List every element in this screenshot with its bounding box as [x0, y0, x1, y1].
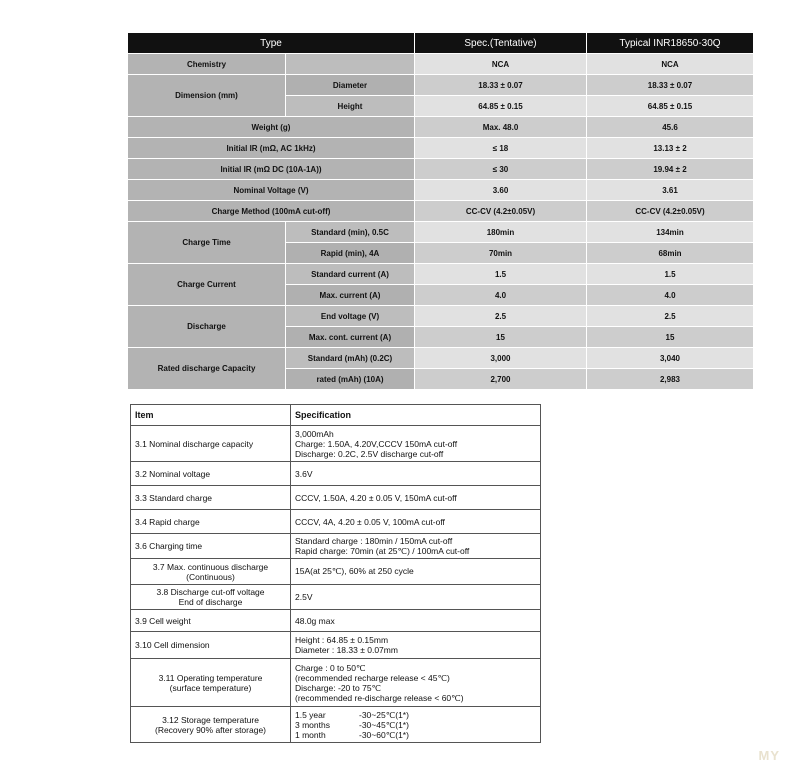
height-sub: Height: [286, 96, 415, 117]
charge-current-standard-typical: 1.5: [587, 264, 754, 285]
header-typical: Typical INR18650-30Q: [587, 33, 754, 54]
table-row: [131, 534, 541, 559]
charge-current-standard-spec: 1.5: [415, 264, 587, 285]
item-cell: [131, 585, 291, 610]
spec-line: (recommended re-discharge release < 60℃): [295, 692, 464, 703]
diameter-sub: Diameter: [286, 75, 415, 96]
dimension-label: Dimension (mm): [128, 75, 286, 117]
spec-table: [127, 32, 754, 390]
discharge-end-voltage-typical: 2.5: [587, 306, 754, 327]
charge-time-standard-spec: 180min: [415, 222, 587, 243]
discharge-label: Discharge: [128, 306, 286, 348]
capacity-rated-sub: rated (mAh) (10A): [286, 369, 415, 390]
table-row: [131, 659, 541, 707]
discharge-max-current-spec: 15: [415, 327, 587, 348]
spec-line: Charge : 0 to 50℃: [295, 662, 366, 673]
height-spec: 64.85 ± 0.15: [415, 96, 587, 117]
ir-dc-typical: 19.94 ± 2: [587, 159, 754, 180]
item-cell: [131, 659, 291, 707]
table-row: [131, 510, 541, 534]
discharge-end-voltage-sub: End voltage (V): [286, 306, 415, 327]
spec-cell: 48.0g max: [291, 610, 541, 632]
weight-spec: Max. 48.0: [415, 117, 587, 138]
charge-current-max-spec: 4.0: [415, 285, 587, 306]
storage-range: -30~25℃(1*): [359, 709, 409, 720]
charge-method-typical: CC-CV (4.2±0.05V): [587, 201, 754, 222]
spec-cell: [291, 707, 541, 743]
row-discharge-end-voltage: [128, 306, 754, 327]
storage-row: [295, 730, 536, 740]
ir-ac-spec: ≤ 18: [415, 138, 587, 159]
watermark: MY: [758, 748, 780, 763]
storage-row: [295, 720, 536, 730]
nominal-voltage-spec: 3.60: [415, 180, 587, 201]
item-line: 3.12 Storage temperature: [162, 714, 259, 725]
storage-period: 1.5 year: [295, 709, 326, 720]
item-cell: 3.10 Cell dimension: [131, 632, 291, 659]
capacity-rated-typical: 2,983: [587, 369, 754, 390]
item-line: (surface temperature): [169, 682, 252, 693]
spec-cell: 3.6V: [291, 462, 541, 486]
item-cell: 3.3 Standard charge: [131, 486, 291, 510]
row-diameter: [128, 75, 754, 96]
row-chemistry: [128, 54, 754, 75]
spec-cell: 2.5V: [291, 585, 541, 610]
charge-current-max-sub: Max. current (A): [286, 285, 415, 306]
row-charge-method: [128, 201, 754, 222]
item-spec-table: [130, 404, 541, 743]
spec-line: Charge: 1.50A, 4.20V,CCCV 150mA cut-off: [295, 438, 458, 449]
header-spec: Spec.(Tentative): [415, 33, 587, 54]
item-line: (Recovery 90% after storage): [154, 724, 267, 735]
charge-time-rapid-spec: 70min: [415, 243, 587, 264]
ir-dc-label: Initial IR (mΩ DC (10A-1A)): [128, 159, 415, 180]
item-line: (Continuous): [186, 571, 235, 582]
ir-ac-label: Initial IR (mΩ, AC 1kHz): [128, 138, 415, 159]
item-line: 3.8 Discharge cut-off voltage: [156, 587, 265, 597]
item-header-row: [131, 405, 541, 426]
capacity-standard-sub: Standard (mAh) (0.2C): [286, 348, 415, 369]
storage-range: -30~60℃(1*): [359, 729, 409, 740]
spec-line: Discharge: -20 to 75℃: [295, 682, 382, 693]
chemistry-typical: NCA: [587, 54, 754, 75]
item-cell: 3.4 Rapid charge: [131, 510, 291, 534]
table-row: [131, 585, 541, 610]
spec-line: Height : 64.85 ± 0.15mm: [295, 635, 389, 645]
charge-method-spec: CC-CV (4.2±0.05V): [415, 201, 587, 222]
ir-ac-typical: 13.13 ± 2: [587, 138, 754, 159]
capacity-rated-spec: 2,700: [415, 369, 587, 390]
spec-line: 3,000mAh: [295, 428, 334, 439]
spec-header-row: [128, 33, 754, 54]
row-weight: [128, 117, 754, 138]
charge-time-label: Charge Time: [128, 222, 286, 264]
charge-time-rapid-sub: Rapid (min), 4A: [286, 243, 415, 264]
spec-cell: CCCV, 4A, 4.20 ± 0.05 V, 100mA cut-off: [291, 510, 541, 534]
row-charge-time-standard: [128, 222, 754, 243]
table-row: [131, 632, 541, 659]
storage-row: [295, 710, 536, 720]
table-row: [131, 462, 541, 486]
header-type: Type: [128, 33, 415, 54]
row-ir-ac: [128, 138, 754, 159]
diameter-typical: 18.33 ± 0.07: [587, 75, 754, 96]
discharge-max-current-sub: Max. cont. current (A): [286, 327, 415, 348]
discharge-max-current-typical: 15: [587, 327, 754, 348]
specification-header: Specification: [291, 405, 541, 426]
item-cell: 3.6 Charging time: [131, 534, 291, 559]
spec-line: Discharge: 0.2C, 2.5V discharge cut-off: [295, 448, 444, 459]
table-row: [131, 426, 541, 462]
ir-dc-spec: ≤ 30: [415, 159, 587, 180]
spec-cell: [291, 534, 541, 559]
table-row: [131, 707, 541, 743]
item-header: Item: [131, 405, 291, 426]
chemistry-spec: NCA: [415, 54, 587, 75]
row-capacity-standard: [128, 348, 754, 369]
capacity-standard-spec: 3,000: [415, 348, 587, 369]
spec-cell: [291, 659, 541, 707]
table-row: [131, 486, 541, 510]
nominal-voltage-typical: 3.61: [587, 180, 754, 201]
item-cell: 3.9 Cell weight: [131, 610, 291, 632]
spec-cell: CCCV, 1.50A, 4.20 ± 0.05 V, 150mA cut-off: [291, 486, 541, 510]
capacity-standard-typical: 3,040: [587, 348, 754, 369]
item-cell: 3.2 Nominal voltage: [131, 462, 291, 486]
charge-current-standard-sub: Standard current (A): [286, 264, 415, 285]
charge-method-label: Charge Method (100mA cut-off): [128, 201, 415, 222]
chemistry-label: Chemistry: [128, 54, 286, 75]
weight-label: Weight (g): [128, 117, 415, 138]
chemistry-sub: [286, 54, 415, 75]
height-typical: 64.85 ± 0.15: [587, 96, 754, 117]
capacity-label: Rated discharge Capacity: [128, 348, 286, 390]
diameter-spec: 18.33 ± 0.07: [415, 75, 587, 96]
charge-current-max-typical: 4.0: [587, 285, 754, 306]
item-cell: 3.1 Nominal discharge capacity: [131, 426, 291, 462]
spec-cell: [291, 632, 541, 659]
item-cell: [131, 559, 291, 585]
spec-cell: [291, 426, 541, 462]
charge-time-standard-sub: Standard (min), 0.5C: [286, 222, 415, 243]
discharge-end-voltage-spec: 2.5: [415, 306, 587, 327]
item-cell: [131, 707, 291, 743]
spec-line: Standard charge : 180min / 150mA cut-off: [295, 536, 453, 546]
nominal-voltage-label: Nominal Voltage (V): [128, 180, 415, 201]
row-charge-current-standard: [128, 264, 754, 285]
item-line: End of discharge: [178, 597, 243, 607]
item-line: 3.11 Operating temperature: [158, 672, 263, 683]
charge-time-standard-typical: 134min: [587, 222, 754, 243]
spec-line: Rapid charge: 70min (at 25℃) / 100mA cut-off: [295, 546, 470, 556]
row-nominal-voltage: [128, 180, 754, 201]
weight-typical: 45.6: [587, 117, 754, 138]
charge-time-rapid-typical: 68min: [587, 243, 754, 264]
row-ir-dc: [128, 159, 754, 180]
table-row: [131, 610, 541, 632]
charge-current-label: Charge Current: [128, 264, 286, 306]
storage-range: -30~45℃(1*): [359, 719, 409, 730]
spec-line: (recommended recharge release < 45℃): [295, 672, 450, 683]
spec-line: Diameter : 18.33 ± 0.07mm: [295, 645, 398, 655]
table-row: [131, 559, 541, 585]
storage-period: 1 month: [295, 729, 326, 740]
spec-cell: 15A(at 25℃), 60% at 250 cycle: [291, 559, 541, 585]
item-line: 3.7 Max. continuous discharge: [152, 561, 269, 572]
storage-period: 3 months: [295, 719, 330, 730]
